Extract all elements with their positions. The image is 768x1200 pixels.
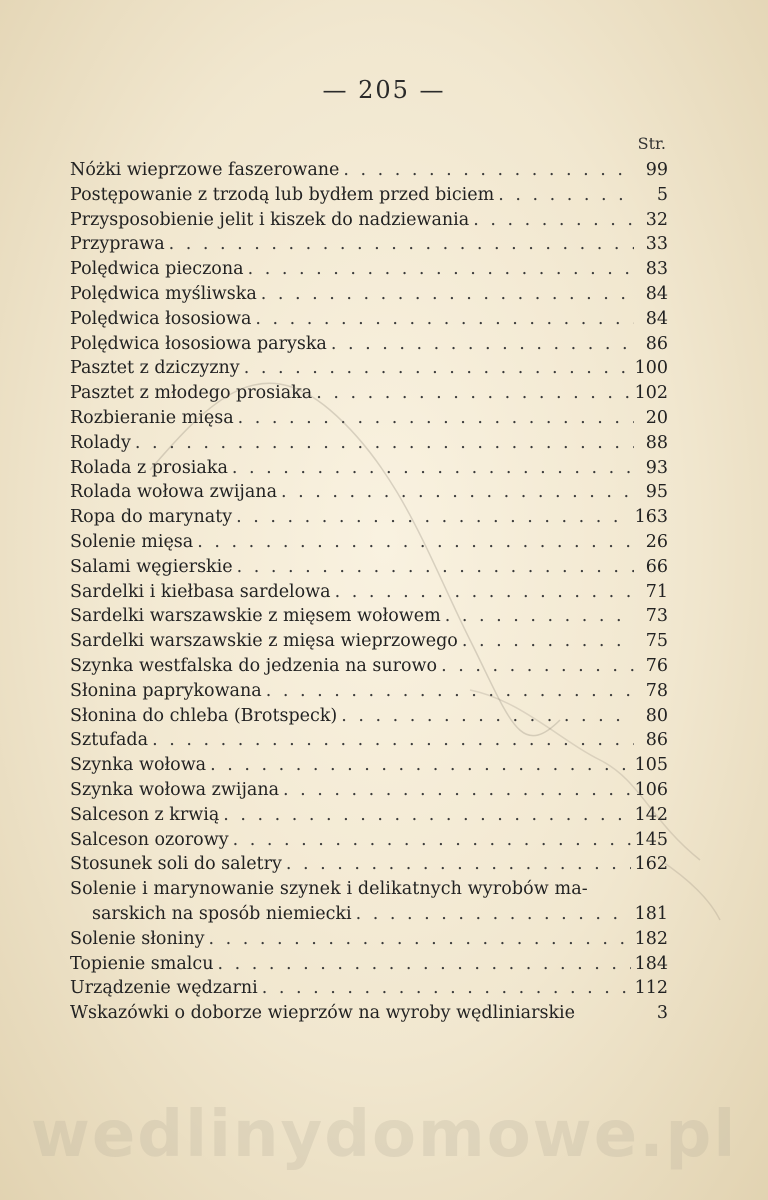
toc-entry — [70, 828, 668, 853]
toc-entry-line2 — [70, 902, 668, 927]
toc-entry-page: 75 — [645, 631, 668, 652]
watermark: wedlinydomowe.pl — [30, 1098, 738, 1172]
dot-leader — [462, 629, 634, 654]
toc-entry-page: 83 — [645, 259, 668, 280]
dot-leader — [169, 232, 634, 257]
dot-leader — [217, 952, 630, 977]
toc-entry-title-line2: sarskich na sposób niemiecki — [92, 903, 352, 924]
toc-entry — [70, 629, 668, 654]
toc-entry-page: 86 — [645, 333, 668, 354]
dot-leader — [281, 480, 634, 505]
toc-entry-title: Polędwica pieczona — [70, 259, 244, 280]
dot-leader — [316, 381, 630, 406]
dot-leader — [498, 183, 634, 208]
toc-entry — [70, 580, 668, 605]
toc-entry-page: 88 — [645, 432, 668, 453]
toc-entry-title: Rolady — [70, 432, 131, 453]
dot-leader — [441, 654, 634, 679]
dot-leader — [356, 902, 631, 927]
toc-entry-page: 20 — [645, 407, 668, 428]
toc-entry-title: Postępowanie z trzodą lub bydłem przed biciem — [70, 184, 495, 205]
toc-entry — [70, 208, 668, 233]
dot-leader — [473, 208, 634, 233]
toc-entry-title: Solenie słoniny — [70, 928, 205, 949]
dot-leader — [248, 257, 634, 282]
toc-entry — [70, 803, 668, 828]
toc-entry-page: 80 — [645, 705, 668, 726]
toc-entry-title: Słonina paprykowana — [70, 680, 262, 701]
toc-entry — [70, 530, 668, 555]
dot-leader — [255, 307, 634, 332]
toc-entry-page: 26 — [645, 531, 668, 552]
toc-entry — [70, 456, 668, 481]
toc-entry — [70, 307, 668, 332]
toc-entry — [70, 480, 668, 505]
toc-entry-title: Przyprawa — [70, 234, 165, 255]
toc-entry-title-line1: Solenie i marynowanie szynek i delikatnych wyrobów ma- — [70, 879, 588, 900]
toc-entry-page: 78 — [645, 680, 668, 701]
toc-entry-title: Pasztet z dziczyzny — [70, 358, 240, 379]
toc-entry — [70, 381, 668, 406]
toc-entry — [70, 183, 668, 208]
toc-entry — [70, 753, 668, 778]
dot-leader — [341, 704, 634, 729]
toc-entry-title: Nóżki wieprzowe faszerowane — [70, 160, 340, 180]
toc-entry — [70, 158, 668, 183]
toc-entry-title: Szynka wołowa zwijana — [70, 779, 280, 800]
toc-entry — [70, 976, 668, 1001]
toc-entry-page: 3 — [656, 1003, 668, 1024]
dot-leader — [283, 778, 631, 803]
toc-entry-page: 184 — [634, 953, 668, 974]
toc-entry-title: Stosunek soli do saletry — [70, 854, 282, 875]
toc-entry-title: Szynka westfalska do jedzenia na surowo — [70, 655, 438, 676]
dot-leader — [237, 555, 634, 580]
dot-leader — [445, 604, 634, 629]
toc-entry-title: Słonina do chleba (Brotspeck) — [70, 705, 338, 726]
toc-entry-page: 71 — [645, 581, 668, 602]
toc-entry-page: 93 — [645, 457, 668, 478]
toc-entry-title: Sztufada — [70, 730, 149, 751]
dot-leader — [266, 679, 634, 704]
toc-entry-title: Polędwica myśliwska — [70, 283, 257, 304]
dot-leader — [236, 505, 630, 530]
toc-entry-title: Sardelki warszawskie z mięsa wieprzowego — [70, 631, 458, 652]
dot-leader — [210, 753, 630, 778]
dot-leader — [262, 976, 631, 1001]
dot-leader — [223, 803, 630, 828]
toc-entry-last — [70, 1001, 668, 1026]
toc-entry-title: Urządzenie wędzarni — [70, 978, 258, 999]
dot-leader — [261, 282, 634, 307]
toc-entry-page: 112 — [634, 978, 668, 999]
dot-leader — [152, 728, 634, 753]
toc-entry-title: Sardelki i kiełbasa sardelowa — [70, 581, 331, 602]
toc-entry — [70, 704, 668, 729]
dot-leader — [286, 852, 631, 877]
toc-entry-page: 181 — [634, 903, 668, 924]
toc-entry-page: 5 — [656, 184, 668, 205]
toc-entry-page: 142 — [634, 804, 668, 825]
page-number: — 205 — — [322, 76, 446, 104]
toc-entry — [70, 927, 668, 952]
toc-entry — [70, 505, 668, 530]
toc-entry-title: Salceson z krwią — [70, 804, 220, 825]
toc-entry-title: Solenie mięsa — [70, 531, 194, 552]
dot-leader — [238, 406, 634, 431]
toc-entry-page: 105 — [634, 755, 668, 776]
toc-entry-page: 106 — [634, 779, 668, 800]
dot-leader — [135, 431, 634, 456]
toc-entry — [70, 852, 668, 877]
toc-entry-page: 86 — [645, 730, 668, 751]
dot-leader — [197, 530, 634, 555]
table-of-contents — [70, 158, 668, 1026]
toc-entry — [70, 282, 668, 307]
toc-entry-page: 182 — [634, 928, 668, 949]
dot-leader — [233, 828, 631, 853]
toc-entry-page: 73 — [645, 606, 668, 627]
dot-leader — [232, 456, 634, 481]
toc-entry — [70, 232, 668, 257]
toc-entry-page: 163 — [634, 507, 668, 528]
dot-leader — [343, 158, 634, 183]
toc-entry — [70, 431, 668, 456]
toc-entry-page: 32 — [645, 209, 668, 230]
toc-entry-title: Salami węgierskie — [70, 556, 233, 577]
toc-entry-title: Rozbieranie mięsa — [70, 407, 234, 428]
toc-entry-page: 66 — [645, 556, 668, 577]
toc-entry-page: 33 — [645, 234, 668, 255]
dot-leader — [244, 356, 631, 381]
toc-entry-title: Szynka wołowa — [70, 755, 207, 776]
column-header-page: Str. — [637, 134, 666, 153]
toc-entry-title: Wskazówki o doborze wieprzów na wyroby wędliniarskie — [70, 1003, 576, 1024]
toc-entry-page: 95 — [645, 482, 668, 503]
toc-entry — [70, 728, 668, 753]
toc-entry-title: Rolada z prosiaka — [70, 457, 228, 478]
toc-entry-page: 84 — [645, 283, 668, 304]
toc-entry-page: 102 — [634, 383, 668, 404]
toc-entry-title: Rolada wołowa zwijana — [70, 482, 278, 503]
toc-entry — [70, 952, 668, 977]
toc-entry-multiline — [70, 877, 668, 927]
toc-entry-title: Salceson ozorowy — [70, 829, 229, 850]
toc-entry — [70, 604, 668, 629]
toc-entry-title: Polędwica łososiowa paryska — [70, 333, 327, 354]
toc-entry-page: 162 — [634, 854, 668, 875]
toc-entry — [70, 778, 668, 803]
toc-entry-title: Pasztet z młodego prosiaka — [70, 383, 313, 404]
toc-entry-page: 84 — [645, 308, 668, 329]
toc-entry — [70, 406, 668, 431]
dot-leader — [331, 332, 634, 357]
toc-entry-title: Polędwica łososiowa — [70, 308, 252, 329]
toc-entry-title: Topienie smalcu — [70, 953, 214, 974]
toc-entry-page: 99 — [645, 160, 668, 180]
toc-entry — [70, 654, 668, 679]
toc-entry — [70, 356, 668, 381]
toc-entry-title: Ropa do marynaty — [70, 507, 233, 528]
dot-leader — [335, 580, 634, 605]
toc-entry — [70, 332, 668, 357]
toc-entry — [70, 679, 668, 704]
dot-leader — [208, 927, 630, 952]
toc-entry — [70, 257, 668, 282]
toc-entry — [70, 555, 668, 580]
toc-entry-title: Sardelki warszawskie z mięsem wołowem — [70, 606, 441, 627]
toc-entry-page: 76 — [645, 655, 668, 676]
toc-entry-page: 100 — [634, 358, 668, 379]
toc-entry-page: 145 — [634, 829, 668, 850]
toc-entry-title: Przysposobienie jelit i kiszek do nadziewania — [70, 209, 470, 230]
